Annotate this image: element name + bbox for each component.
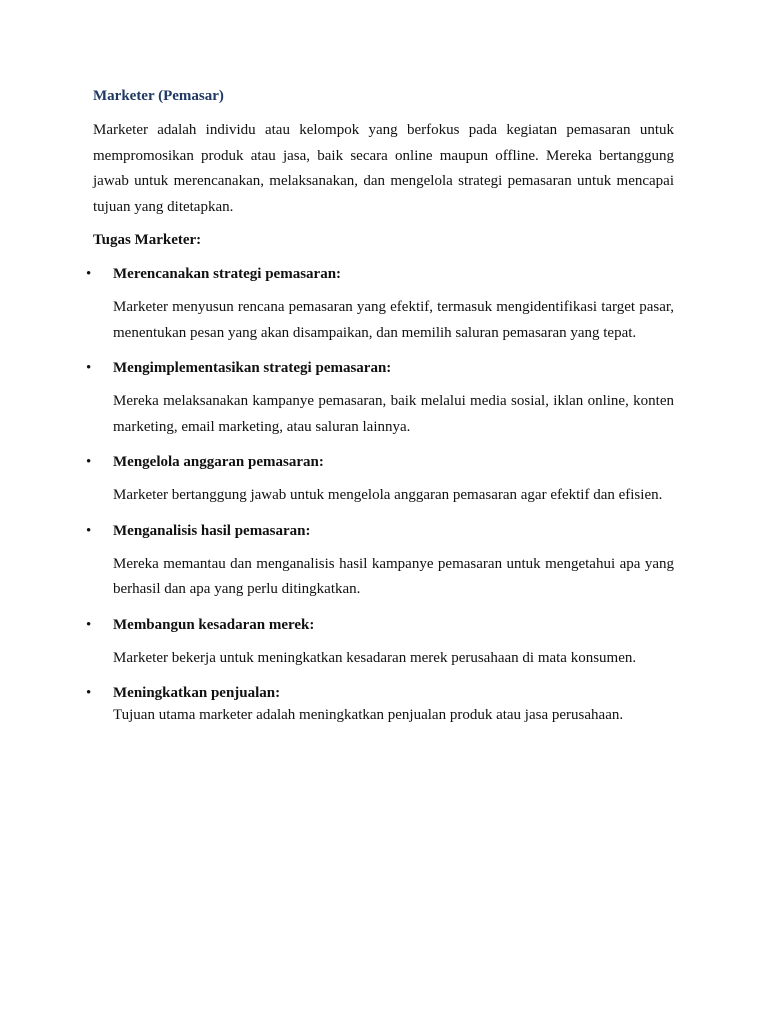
- task-description: Marketer bertanggung jawab untuk mengelola anggaran pemasaran agar efektif dan efisien.: [113, 487, 663, 503]
- task-title: Meningkatkan penjualan:: [113, 685, 281, 701]
- task-item: [86, 683, 674, 725]
- task-description: Marketer bekerja untuk meningkatkan kesadaran merek perusahaan di mata konsumen.: [113, 649, 637, 666]
- task-description: Tujuan utama marketer adalah meningkatkan penjualan produk atau jasa perusahaan.: [113, 707, 624, 723]
- document-page: [86, 86, 674, 737]
- task-item: [86, 358, 674, 440]
- bullet-icon: •: [86, 522, 92, 539]
- task-list: [86, 264, 674, 725]
- task-title: Merencanakan strategi pemasaran:: [113, 266, 342, 282]
- task-description: Mereka memantau dan menganalisis hasil kampanye pemasaran untuk mengetahui apa yang berhasil dan apa yang perlu ditingkatkan.: [113, 555, 674, 597]
- task-title: Membangun kesadaran merek:: [113, 616, 315, 633]
- document-title: Marketer (Pemasar): [93, 88, 224, 104]
- intro-paragraph: Marketer adalah individu atau kelompok yang berfokus pada kegiatan pemasaran untuk mempromosikan produk atau jasa, baik secara online maupun offline. Mereka bertanggung jawab untuk merencanakan, melaksanakan, dan mengelola strategi pemasaran untuk mencapai tujuan yang ditetapkan.: [93, 122, 674, 215]
- bullet-icon: •: [86, 454, 92, 470]
- bullet-icon: •: [86, 685, 92, 701]
- task-title: Mengelola anggaran pemasaran:: [113, 454, 324, 470]
- bullet-icon: •: [86, 360, 92, 376]
- task-description: Mereka melaksanakan kampanye pemasaran, baik melalui media sosial, iklan online, konten marketing, email marketing, atau saluran lainnya.: [113, 393, 674, 435]
- task-item: [86, 264, 674, 346]
- task-item: [86, 615, 674, 672]
- task-title: Menganalisis hasil pemasaran:: [113, 522, 311, 539]
- tasks-heading: Tugas Marketer:: [93, 232, 202, 248]
- task-description: Marketer menyusun rencana pemasaran yang efektif, termasuk mengidentifikasi target pasar, menentukan pesan yang akan disampaikan, dan memilih saluran pemasaran yang tepat.: [113, 299, 674, 341]
- bullet-icon: •: [86, 266, 92, 282]
- task-item: [86, 521, 674, 603]
- task-item: [86, 452, 674, 509]
- task-title: Mengimplementasikan strategi pemasaran:: [113, 360, 392, 376]
- bullet-icon: •: [86, 616, 92, 633]
